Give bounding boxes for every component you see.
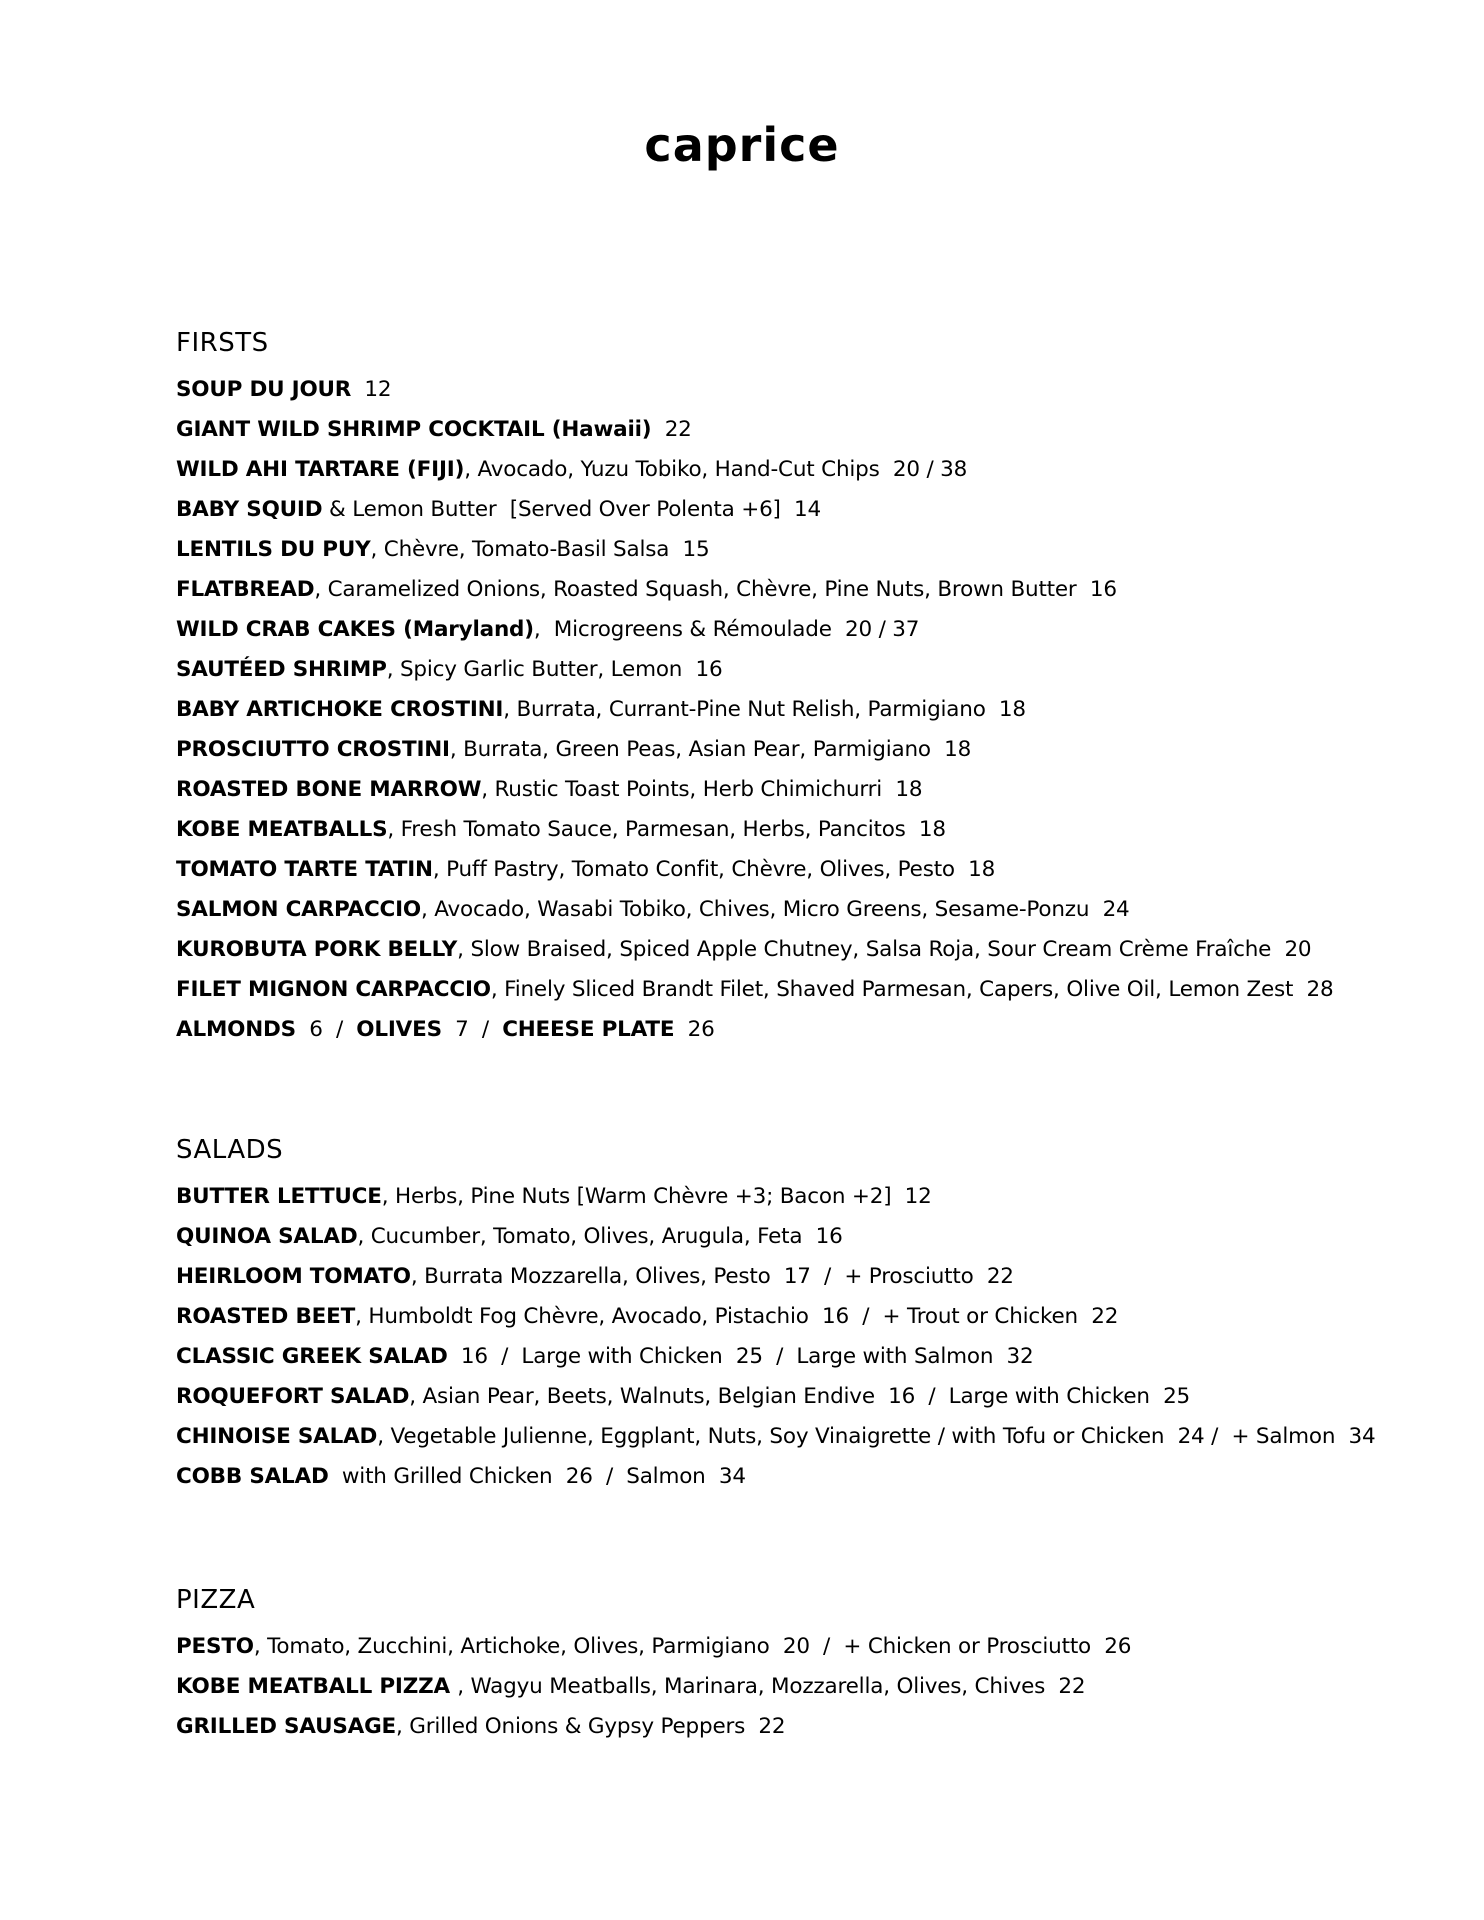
item-name: SAUTÉED SHRIMP [176, 657, 387, 682]
section-firsts [176, 324, 1376, 1050]
menu-item [176, 1217, 1376, 1257]
item-name: QUINOA SALAD [176, 1224, 358, 1249]
item-name: KUROBUTA PORK BELLY [176, 937, 458, 962]
section-salads [176, 1131, 1376, 1497]
item-name: SALMON CARPACCIO [176, 897, 422, 922]
section-title-firsts: FIRSTS [176, 328, 269, 358]
item-description: 22 [651, 417, 692, 442]
item-name: TOMATO TARTE TATIN [176, 857, 433, 882]
item-description: , Humboldt Fog Chèvre, Avocado, Pistachio 16 / + Trout or Chicken 22 [355, 1304, 1119, 1329]
menu-item [176, 1457, 1376, 1497]
item-price-cheese-plate: 26 [674, 1017, 715, 1042]
item-name: KOBE MEATBALL PIZZA [176, 1674, 458, 1699]
menu-item [176, 770, 1376, 810]
item-description: , Vegetable Julienne, Eggplant, Nuts, Soy Vinaigrette / with Tofu or Chicken 24 / + Salmon 34 [377, 1424, 1376, 1449]
item-price-almonds: 6 / [295, 1017, 357, 1042]
menu-item [176, 1337, 1376, 1377]
item-description: 12 [351, 377, 392, 402]
menu-item [176, 650, 1376, 690]
item-name: BUTTER LETTUCE [176, 1184, 382, 1209]
menu-item [176, 410, 1376, 450]
item-description: , Asian Pear, Beets, Walnuts, Belgian Endive 16 / Large with Chicken 25 [409, 1384, 1191, 1409]
item-description: , Avocado, Wasabi Tobiko, Chives, Micro Greens, Sesame-Ponzu 24 [421, 897, 1130, 922]
item-name: CLASSIC GREEK SALAD [176, 1344, 448, 1369]
menu-item [176, 1377, 1376, 1417]
item-description: , Cucumber, Tomato, Olives, Arugula, Feta 16 [357, 1224, 843, 1249]
menu-item [176, 1177, 1376, 1217]
menu-item [176, 1417, 1376, 1457]
item-description: , Puff Pastry, Tomato Confit, Chèvre, Olives, Pesto 18 [432, 857, 996, 882]
item-name-olives: OLIVES [356, 1017, 442, 1042]
item-name: FILET MIGNON CARPACCIO [176, 977, 491, 1002]
item-description: , Burrata, Green Peas, Asian Pear, Parmigiano 18 [449, 737, 972, 762]
menu-item-extras [176, 1010, 1376, 1050]
salads-list [176, 1177, 1376, 1497]
menu-item [176, 970, 1376, 1010]
item-description: 16 / Large with Chicken 25 / Large with Salmon 32 [447, 1344, 1034, 1369]
menu-item [176, 890, 1376, 930]
item-name: BABY SQUID [176, 497, 323, 522]
item-description: , Caramelized Onions, Roasted Squash, Chèvre, Pine Nuts, Brown Butter 16 [314, 577, 1117, 602]
item-description: , Fresh Tomato Sauce, Parmesan, Herbs, Pancitos 18 [387, 817, 946, 842]
item-name: SOUP DU JOUR [176, 377, 352, 402]
item-name: PESTO [176, 1634, 254, 1659]
pizza-list [176, 1627, 1376, 1747]
menu-item [176, 730, 1376, 770]
menu-item [176, 1667, 1376, 1707]
menu-item [176, 810, 1376, 850]
item-price-olives: 7 / [441, 1017, 503, 1042]
item-description: , Microgreens & Rémoulade 20 / 37 [533, 617, 920, 642]
item-description: , Herbs, Pine Nuts [Warm Chèvre +3; Bacon +2] 12 [381, 1184, 932, 1209]
item-description: , Burrata Mozzarella, Olives, Pesto 17 / + Prosciutto 22 [410, 1264, 1014, 1289]
item-description: , Finely Sliced Brandt Filet, Shaved Parmesan, Capers, Olive Oil, Lemon Zest 28 [490, 977, 1334, 1002]
menu-item [176, 850, 1376, 890]
item-description: , Slow Braised, Spiced Apple Chutney, Salsa Roja, Sour Cream Crème Fraîche 20 [457, 937, 1312, 962]
item-name: COBB SALAD [176, 1464, 329, 1489]
menu-item [176, 490, 1376, 530]
menu-item [176, 1257, 1376, 1297]
item-description: , Wagyu Meatballs, Marinara, Mozzarella, Olives, Chives 22 [457, 1674, 1086, 1699]
item-name: ROASTED BEET [176, 1304, 356, 1329]
firsts-list [176, 370, 1376, 1050]
menu-item [176, 930, 1376, 970]
menu-item [176, 610, 1376, 650]
item-description: , Tomato, Zucchini, Artichoke, Olives, Parmigiano 20 / + Chicken or Prosciutto 26 [253, 1634, 1132, 1659]
item-description: , Grilled Onions & Gypsy Peppers 22 [396, 1714, 786, 1739]
item-name: FLATBREAD [176, 577, 315, 602]
menu-item [176, 450, 1376, 490]
item-description: , Rustic Toast Points, Herb Chimichurri 18 [481, 777, 923, 802]
item-description: , Chèvre, Tomato-Basil Salsa 15 [370, 537, 710, 562]
item-name: GRILLED SAUSAGE [176, 1714, 396, 1739]
menu-item [176, 1707, 1376, 1747]
item-name: PROSCIUTTO CROSTINI [176, 737, 450, 762]
item-name: CHINOISE SALAD [176, 1424, 378, 1449]
item-name: ROQUEFORT SALAD [176, 1384, 410, 1409]
item-name: KOBE MEATBALLS [176, 817, 388, 842]
item-description: , Burrata, Currant-Pine Nut Relish, Parmigiano 18 [503, 697, 1026, 722]
item-name-almonds: ALMONDS [176, 1017, 296, 1042]
item-description: & Lemon Butter [Served Over Polenta +6] 14 [322, 497, 821, 522]
item-name: BABY ARTICHOKE CROSTINI [176, 697, 504, 722]
menu-item [176, 530, 1376, 570]
section-title-salads: SALADS [176, 1135, 284, 1165]
menu-item [176, 570, 1376, 610]
item-description: with Grilled Chicken 26 / Salmon 34 [328, 1464, 746, 1489]
item-name: HEIRLOOM TOMATO [176, 1264, 411, 1289]
section-title-pizza: PIZZA [176, 1585, 256, 1615]
item-name: WILD AHI TARTARE (FIJI) [176, 457, 465, 482]
section-pizza [176, 1581, 1376, 1747]
menu-item [176, 1297, 1376, 1337]
item-description: , Spicy Garlic Butter, Lemon 16 [386, 657, 723, 682]
item-description: , Avocado, Yuzu Tobiko, Hand-Cut Chips 20 / 38 [464, 457, 968, 482]
menu-item [176, 1627, 1376, 1667]
menu-item [176, 690, 1376, 730]
item-name: LENTILS DU PUY [176, 537, 371, 562]
menu-item [176, 370, 1376, 410]
restaurant-logo: caprice [644, 118, 840, 172]
item-name: WILD CRAB CAKES (Maryland) [176, 617, 534, 642]
item-name-cheese-plate: CHEESE PLATE [502, 1017, 675, 1042]
item-name: ROASTED BONE MARROW [176, 777, 482, 802]
item-name: GIANT WILD SHRIMP COCKTAIL (Hawaii) [176, 417, 652, 442]
